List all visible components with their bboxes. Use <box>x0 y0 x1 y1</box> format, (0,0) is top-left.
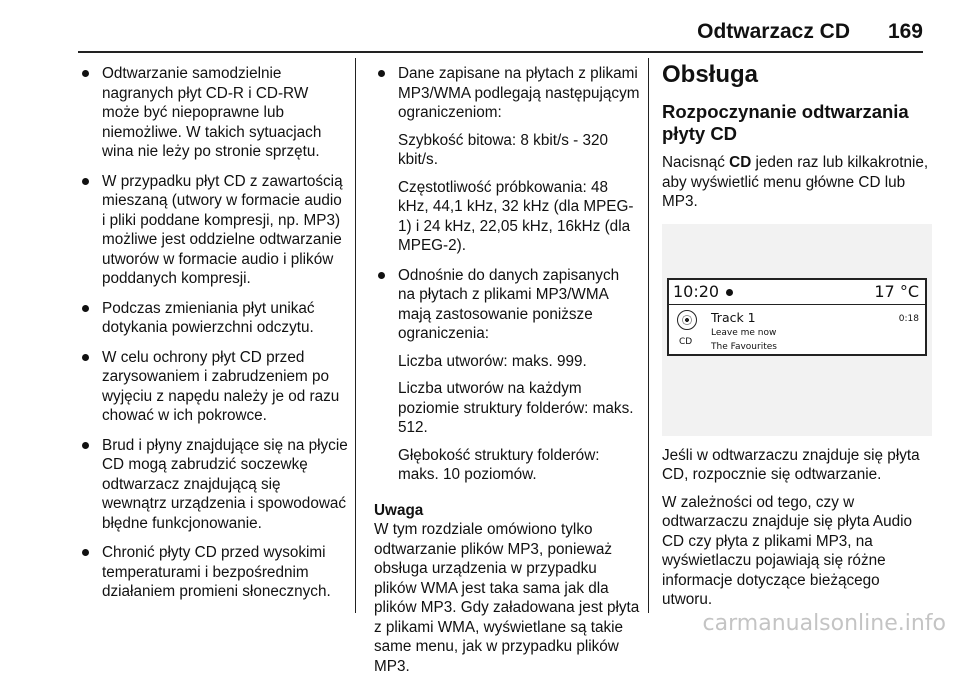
elapsed-time: 0:18 <box>898 313 919 324</box>
display-temperature: 17 °C <box>874 281 919 301</box>
list-item: W przypadku płyt CD z zawartością mieszaną (utwory w formacie audio i pliki poddane kompresji, np. MP3) możliwe jest oddzielne odtwarzanie utworów w formacie audio i plików poddanych kompresji. <box>78 172 348 289</box>
list-item-text: Odnośnie do danych zapisanych na płytach z plikami MP3/WMA mają zastosowanie poniższe ograniczenia: <box>398 266 620 342</box>
list-item: W celu ochrony płyt CD przed zarysowaniem i zabrudzeniem po wyjęciu z napędu należy je od razu chować w ich pokrowce. <box>78 348 348 426</box>
sampling-spec: Częstotliwość próbkowania: 48 kHz, 44,1 kHz, 32 kHz (dla MPEG-1) i 24 kHz, 22,05 kHz, 16kHz (dla MPEG-2). <box>398 178 634 254</box>
cd-key-label: CD <box>729 154 752 171</box>
page-number: 169 <box>887 20 923 43</box>
bitrate-spec: Szybkość bitowa: 8 kbit/s - 320 kbit/s. <box>398 131 609 168</box>
list-item <box>374 266 640 485</box>
text-run: jeden raz lub kilkakrotnie, aby wyświetlić menu główne CD lub MP3. <box>662 154 929 210</box>
section-subheading: Rozpoczynanie odtwarzania płyty CD <box>662 101 909 144</box>
display-illustration <box>662 224 932 436</box>
list-item: Odtwarzanie samodzielnie nagranych płyt CD-R i CD-RW może być niepoprawne lub niemożliwe. W takich sytuacjach wina nie leży po stronie sprzętu. <box>78 64 348 162</box>
column-divider-1 <box>355 58 356 613</box>
column-middle <box>374 64 640 676</box>
note-title: Uwaga <box>374 501 424 519</box>
page-header <box>0 0 960 52</box>
disc-label: CD <box>679 336 693 347</box>
note-text: W tym rozdziale omówiono tylko odtwarzanie plików MP3, ponieważ obsługa urządzenia w przypadku plików WMA jest taka sama jak dla plików MP3. Gdy załadowana jest płyta z plikami WMA, wyświetlane są takie same menu, jak w przypadku plików MP3. <box>374 521 640 675</box>
folder-depth-spec: Głębokość struktury folderów: maks. 10 poziomów. <box>398 446 600 483</box>
instruction-paragraph <box>662 153 932 212</box>
list-item <box>374 64 640 256</box>
column-divider-2 <box>648 58 649 613</box>
display-divider <box>669 304 925 305</box>
folder-track-limit-spec: Liczba utworów na każdym poziomie struktury folderów: maks. 512. <box>398 380 634 436</box>
mp3-limits-list <box>374 64 640 485</box>
track-title: Track 1 <box>711 309 756 325</box>
paragraph: Jeśli w odtwarzaczu znajduje się płyta CD, rozpocznie się odtwarzanie. <box>662 446 920 483</box>
display-screen <box>667 278 927 356</box>
column-left <box>78 64 348 612</box>
track-limit-spec: Liczba utworów: maks. 999. <box>398 352 587 370</box>
cd-care-list <box>78 64 348 602</box>
display-clock: 10:20 <box>673 281 720 301</box>
chapter-title: Odtwarzacz CD <box>697 20 850 43</box>
list-item-text: Dane zapisane na płytach z plikami MP3/WMA podlegają następującym ograniczeniom: <box>398 65 640 121</box>
list-item: Podczas zmieniania płyt unikać dotykania powierzchni odczytu. <box>78 299 348 338</box>
track-song: Leave me now <box>711 327 777 338</box>
section-heading: Obsługa <box>662 61 759 88</box>
paragraph: W zależności od tego, czy w odtwarzaczu znajduje się płyta Audio CD czy płyta z plikami MP3, na wyświetlaczu pojawiają się różne informacje dotyczące bieżącego utworu. <box>662 493 913 608</box>
status-dot-icon <box>726 289 733 296</box>
text-run: Nacisnąć <box>662 154 730 171</box>
column-right <box>662 61 932 610</box>
list-item: Brud i płyny znajdujące się na płycie CD mogą zabrudzić soczewkę odtwarzacz znajdującą się wewnątrz urządzenia i spowodować błędne funkcjonowanie. <box>78 436 348 534</box>
list-item: Chronić płyty CD przed wysokimi temperaturami i bezpośrednim działaniem promieni słonecznych. <box>78 543 348 602</box>
header-divider <box>78 51 923 53</box>
watermark: carmanualsonline.info <box>702 611 946 636</box>
track-album: The Favourites <box>711 341 777 352</box>
cd-disc-icon <box>677 310 697 330</box>
